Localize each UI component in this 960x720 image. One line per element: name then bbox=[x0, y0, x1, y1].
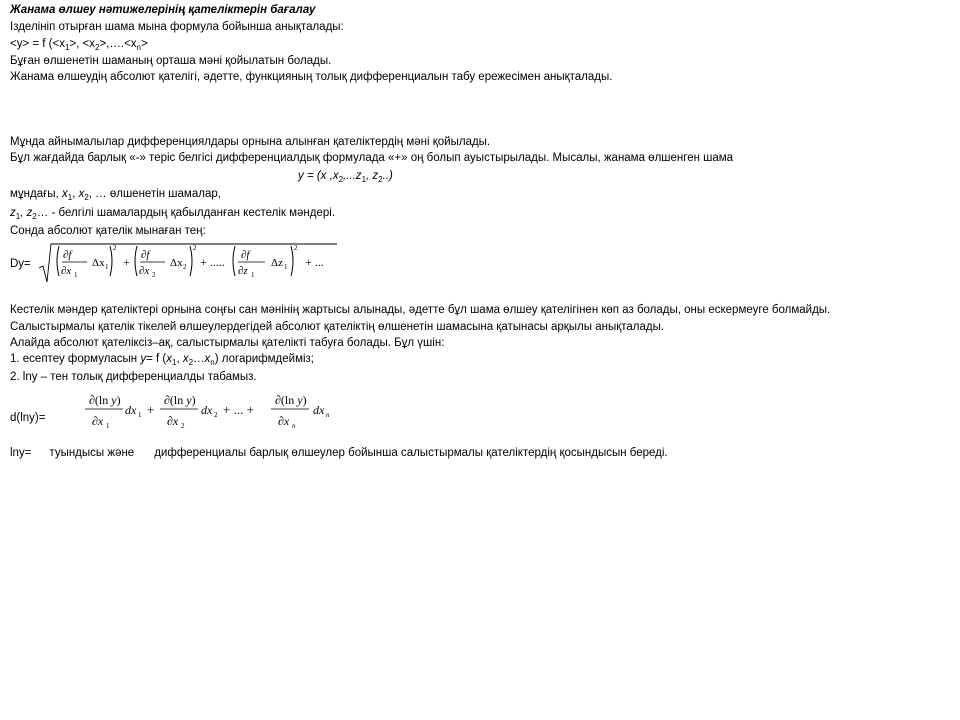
step-2-differential: 2. lny – тен толық дифференциалды табамыз. bbox=[10, 371, 257, 383]
svg-text:+: + bbox=[123, 255, 130, 269]
svg-text:1: 1 bbox=[138, 411, 142, 419]
svg-text:+: + bbox=[147, 402, 155, 417]
svg-text:n: n bbox=[326, 411, 330, 419]
svg-text:∂f: ∂f bbox=[63, 249, 72, 261]
svg-text:∂x: ∂x bbox=[167, 414, 179, 428]
text-table-errors: Кестелік мәндер қателіктері орнына соңғы сан мәнінің жартысы алынады, әдетте бұл шама өлшеу қателігінен көп аз болады, оны ескермеуге болмайды. bbox=[10, 304, 831, 316]
svg-text:∂x: ∂x bbox=[139, 265, 150, 277]
svg-text:2: 2 bbox=[113, 244, 117, 252]
text-absolute-error: Жанама өлшеудің абсолют қателігі, әдетте, функцияның толық дифференциалын табу ережесімен анықталады. bbox=[10, 71, 613, 83]
svg-text:∂x: ∂x bbox=[278, 414, 290, 428]
svg-text:2: 2 bbox=[214, 411, 218, 419]
text-differentials: Мұнда айнымалылар дифференциялдары орнына алынған қателіктердің мәні қойылады. bbox=[10, 136, 491, 148]
svg-text:∂x: ∂x bbox=[92, 414, 104, 428]
log-differential-formula bbox=[75, 388, 350, 438]
dln-label: d(lny)= bbox=[10, 412, 46, 424]
absolute-error-formula bbox=[37, 240, 342, 288]
svg-text:2: 2 bbox=[181, 422, 185, 430]
dy-label: Dy= bbox=[10, 258, 31, 270]
svg-text:1: 1 bbox=[284, 263, 288, 271]
text-lny-sum: lny= туындысы және дифференциалы барлық өлшеулер бойынша салыстырмалы қателіктердің қосындысын береді. bbox=[10, 447, 668, 459]
svg-text:1: 1 bbox=[106, 422, 110, 430]
svg-text:Δx: Δx bbox=[170, 257, 183, 269]
svg-text:1: 1 bbox=[105, 263, 109, 271]
formula-mean-y: <y> = f ($<x_1>$, $<x_2>,\dots.<x_n>$ bbox=[10, 38, 148, 52]
svg-text:∂x: ∂x bbox=[61, 265, 72, 277]
svg-text:2: 2 bbox=[294, 244, 298, 252]
svg-text:+ ...: + ... bbox=[305, 255, 324, 269]
svg-text:∂f: ∂f bbox=[241, 249, 250, 261]
text-relative-error: Салыстырмалы қателік тікелей өлшеулердегідей абсолют қателіктің өлшенетін шамасына қатынасы арқылы анықталады. bbox=[10, 321, 665, 333]
svg-text:∂(ln y): ∂(ln y) bbox=[164, 393, 196, 407]
svg-text:dx: dx bbox=[313, 403, 325, 417]
formula-y-example: y = (x $,x_2,...z_1$, $z_2$..) bbox=[298, 170, 393, 184]
svg-text:+ .....: + ..... bbox=[200, 255, 225, 269]
svg-text:∂(ln y): ∂(ln y) bbox=[275, 393, 307, 407]
page-title: Жанама өлшеу нәтижелерінің қателіктерін бағалау bbox=[10, 4, 316, 16]
svg-text:∂z: ∂z bbox=[238, 265, 248, 277]
text-mean-value: Бұған өлшенетін шаманың орташа мәні қойылатын болады. bbox=[10, 55, 332, 67]
svg-text:n: n bbox=[292, 422, 296, 430]
svg-text:∂f: ∂f bbox=[141, 249, 150, 261]
svg-text:2: 2 bbox=[193, 244, 197, 252]
step-1-logarithm: 1. есептеу формуласын y= f ($x_1$, $x_2\dots x_n$) логарифмдейміз; bbox=[10, 353, 314, 367]
text-sign-rule: Бұл жағдайда барлық «-» теріс белгісі дифференциалдық формулада «+» оң болып ауыстырылады. Мысалы, жанама өлшенген шама bbox=[10, 152, 734, 164]
text-measured-quantities: мұндағы, $x_1$, $x_2$, … өлшенетін шамалар, bbox=[10, 188, 221, 202]
text-formula-intro: Ізделініп отырған шама мына формула бойынша анықталады: bbox=[10, 21, 344, 33]
svg-text:dx: dx bbox=[201, 403, 213, 417]
svg-text:1: 1 bbox=[251, 271, 255, 279]
svg-text:Δx: Δx bbox=[92, 257, 105, 269]
svg-text:+ ... +: + ... + bbox=[223, 402, 254, 417]
svg-text:2: 2 bbox=[152, 271, 156, 279]
text-absolute-error-equals: Сонда абсолют қателік мынаған тең: bbox=[10, 225, 206, 237]
text-without-absolute: Алайда абсолют қателіксіз–ақ, салыстырмалы қателікті табуға болады. Бұл үшін: bbox=[10, 337, 445, 349]
text-table-values: $z_1$, $z_2\dots$ - белгілі шамалардың қабылданған кестелік мәндері. bbox=[10, 207, 336, 221]
svg-text:∂(ln y): ∂(ln y) bbox=[89, 393, 121, 407]
svg-text:Δz: Δz bbox=[271, 257, 283, 269]
svg-text:dx: dx bbox=[125, 403, 137, 417]
svg-text:1: 1 bbox=[74, 271, 78, 279]
svg-text:2: 2 bbox=[183, 263, 187, 271]
